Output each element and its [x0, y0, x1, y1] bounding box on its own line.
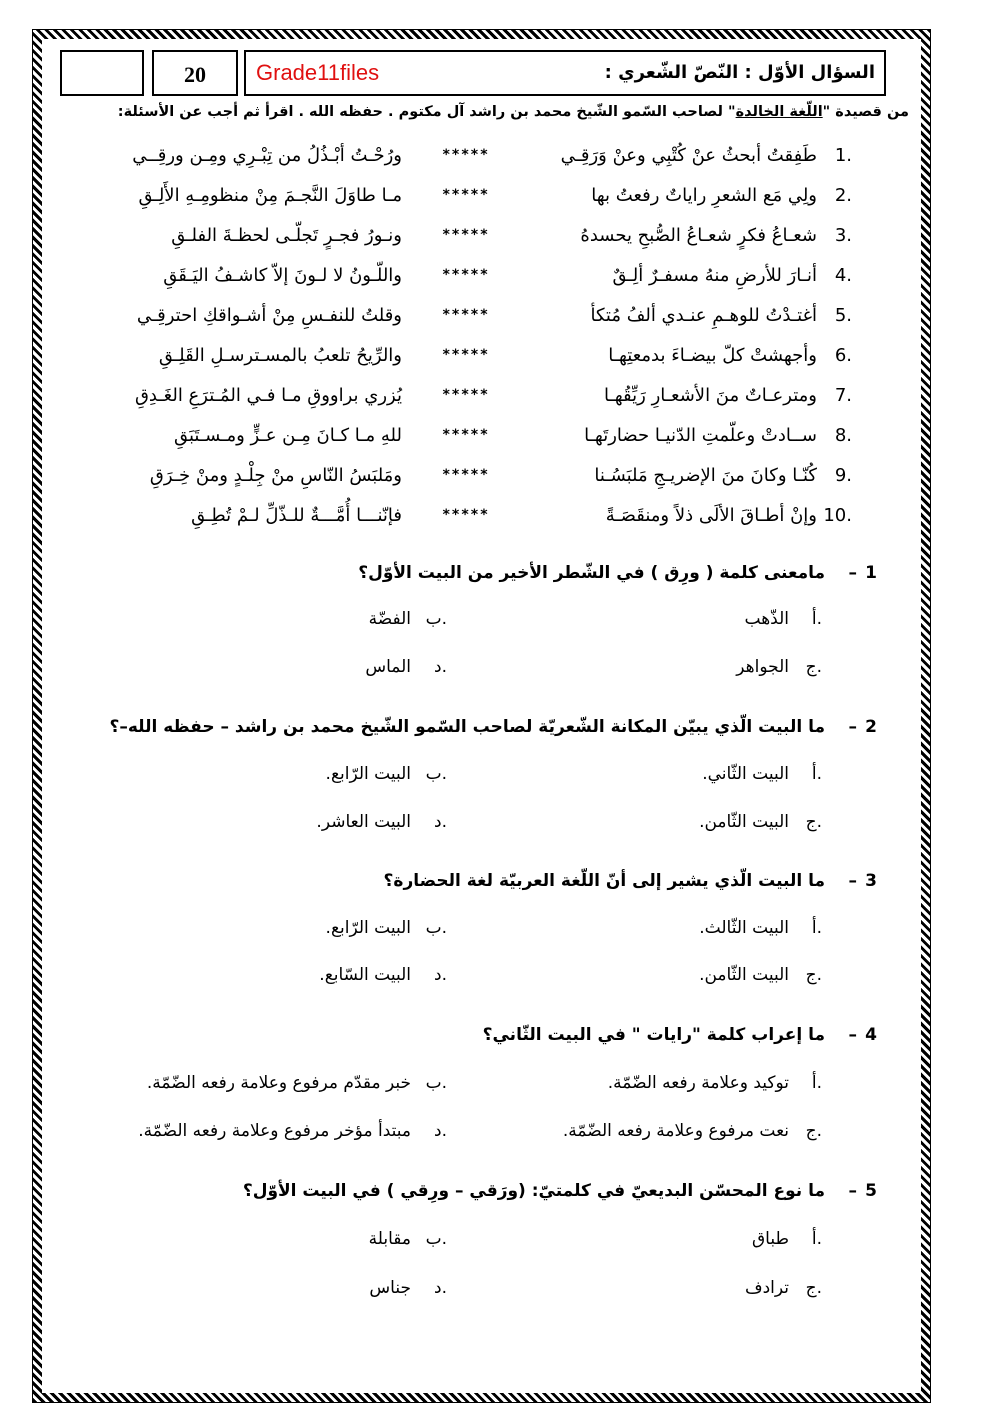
option-c[interactable]: البيت الثّامن. [699, 965, 789, 985]
option-letter: ج. [805, 812, 822, 832]
option-letter: ج. [805, 1278, 822, 1298]
intro-pre: من قصيدة " [822, 104, 909, 120]
option-a[interactable]: طباق [751, 1229, 789, 1249]
question-dash: – [848, 871, 857, 891]
option-letter: ج. [805, 1121, 822, 1141]
question-text: مامعنى كلمة ( ورِق ) في الشّطر الأخير من البيت الأوّل؟ [358, 563, 825, 583]
verse-right: أغتـدْتُ للوهـمِ عنـدي ألفُ مُتكأ [590, 305, 817, 326]
verse-left: يُزري براووقِ مـا فـي المُـترَعِ الغَـدِقِ [134, 385, 402, 406]
option-letter: أ. [811, 609, 822, 629]
option-b[interactable]: البيت الرّابع. [325, 764, 411, 784]
option-a[interactable]: الذّهب [744, 609, 789, 629]
option-letter: ب. [425, 918, 447, 938]
option-d[interactable]: مبتدأ مؤخر مرفوع وعلامة رفعه الضّمّة. [138, 1121, 411, 1141]
verse-right: ومترعـاتٌ منَ الأشعـارِ رَيِّقُهـا [604, 385, 817, 406]
question-number: 2 [865, 717, 877, 737]
verse-separator: ***** [442, 467, 490, 483]
option-c[interactable]: البيت الثّامن. [699, 812, 789, 832]
verse-separator: ***** [442, 267, 490, 283]
verse-left: مـا طاوَلَ النَّجـمَ مِنْ منظومِـهِ الأَلِـقِ [138, 185, 402, 206]
poem-title: اللّغة الخالدة [735, 104, 823, 120]
option-letter: ب. [425, 764, 447, 784]
verse-separator: ***** [442, 187, 490, 203]
verse-left: والرِّيحُ تلعبُ بالمسـترسـلِ القَلِـقِ [158, 345, 402, 366]
section-title: السؤال الأوّل : النّصّ الشّعري : [604, 62, 875, 83]
verse-right: طَفِقتُ أبحثُ عنْ كُتْبِي وعنْ وَرَقِـي [560, 145, 817, 166]
option-d[interactable]: البيت السّابع. [319, 965, 411, 985]
verse-left: للهِ مـا كـانَ مِـن عـزٍّ ومـسـتَبَقِ [173, 425, 402, 446]
option-letter: أ. [811, 918, 822, 938]
intro-line [118, 104, 909, 120]
verse-number: 3. [834, 225, 852, 246]
verse-right: وإنْ أطـاقَ الألَى ذلاً ومنقَصَـةً [605, 505, 817, 526]
question-dash: – [848, 563, 857, 583]
verse-separator: ***** [442, 227, 490, 243]
question-number: 3 [865, 871, 877, 891]
question-number: 4 [865, 1025, 877, 1045]
verse-number: 2. [834, 185, 852, 206]
verse-separator: ***** [442, 427, 490, 443]
verse-number: 7. [834, 385, 852, 406]
option-b[interactable]: مقابلة [368, 1229, 411, 1249]
verse-right: ســادتْ وعلّمتِ الدّنيـا حضارتَهـا [584, 425, 817, 446]
question-text: ما نوع المحسّن البديعيّ في كلمتيّ: (ورَقي – ورِقي ) في البيت الأوّل؟ [242, 1181, 825, 1201]
option-a[interactable]: البيت الثّاني. [702, 764, 789, 784]
question-number: 1 [865, 563, 877, 583]
option-c[interactable]: الجواهر [736, 657, 789, 677]
option-a[interactable]: البيت الثّالث. [699, 918, 789, 938]
score-value: 20 [184, 62, 206, 87]
option-letter: د. [434, 965, 447, 985]
option-b[interactable]: البيت الرّابع. [325, 918, 411, 938]
verse-right: وأجهشتْ كلّ بيضـاءَ بدمعتِهـا [608, 345, 817, 366]
option-letter: ب. [425, 1073, 447, 1093]
verse-left: ونـورُ فجـرٍ تَجلّـى لحظـةَ الفلـقِ [171, 225, 402, 246]
option-c[interactable]: نعت مرفوع وعلامة رفعه الضّمّة. [562, 1121, 789, 1141]
question-dash: – [848, 1025, 857, 1045]
verse-right: كُنّـا وكانَ منَ الإضريـجِ مَلبَسُـنا [594, 465, 817, 486]
option-letter: د. [434, 1278, 447, 1298]
verse-left: ومَلبَسُ النّاسِ منْ جِلْـدٍ ومنْ خِـرَقِ [149, 465, 402, 486]
question-text: ما إعراب كلمة "رايات " في البيت الثّاني؟ [482, 1025, 825, 1045]
option-letter: أ. [811, 1229, 822, 1249]
option-letter: ج. [805, 965, 822, 985]
verse-separator: ***** [442, 387, 490, 403]
verse-separator: ***** [442, 307, 490, 323]
verse-number: 10. [823, 505, 852, 526]
option-d[interactable]: البيت العاشر. [316, 812, 411, 832]
verse-right: أنـارَ للأرضِ منهُ مسفـرٌ ألِـقٌ [612, 265, 817, 286]
verse-right: شعـاعُ فكرٍ شعـاعُ الصُّبحِ يحسدهُ [580, 225, 817, 246]
option-letter: ج. [805, 657, 822, 677]
question-dash: – [848, 1181, 857, 1201]
verse-separator: ***** [442, 507, 490, 523]
verse-number: 8. [834, 425, 852, 446]
intro-post: " لصاحب السّمو الشّيخ محمد بن راشد آل مكتوم . حفظه الله . اقرأ ثم أجب عن الأسئلة: [117, 104, 736, 120]
verse-number: 6. [834, 345, 852, 366]
verse-left: واللّـونُ لا لـونَ إلاّ كاشـفُ اليَـقَقِ [163, 265, 402, 286]
verse-number: 5. [834, 305, 852, 326]
option-a[interactable]: توكيد وعلامة رفعه الضّمّة. [607, 1073, 789, 1093]
verse-number: 1. [834, 145, 852, 166]
option-letter: د. [434, 657, 447, 677]
question-number: 5 [865, 1181, 877, 1201]
verse-number: 4. [834, 265, 852, 286]
option-letter: ب. [425, 1229, 447, 1249]
option-b[interactable]: خبر مقدّم مرفوع وعلامة رفعه الضّمّة. [146, 1073, 411, 1093]
verse-left: فإنّنـــا أُمَّـــةٌ للـذّلِّ لـمْ تُطِـقِ [191, 505, 402, 526]
option-b[interactable]: الفضّة [368, 609, 411, 629]
verse-left: ورُحْـتُ أبْـذُلُ من تِبْـرِي ومِـن ورقِــي [132, 145, 402, 166]
verse-separator: ***** [442, 147, 490, 163]
option-letter: د. [434, 1121, 447, 1141]
option-letter: أ. [811, 1073, 822, 1093]
option-letter: ب. [425, 609, 447, 629]
blank-box [60, 50, 144, 96]
option-d[interactable]: جناس [369, 1278, 411, 1298]
verse-separator: ***** [442, 347, 490, 363]
question-dash: – [848, 717, 857, 737]
question-text: ما البيت الّذي يشير إلى أنّ اللّغة العربيّة لغة الحضارة؟ [383, 871, 825, 891]
option-letter: أ. [811, 764, 822, 784]
verse-right: ولِي مَع الشعرِ راياتٌ رفعتُ بها [591, 185, 817, 206]
option-d[interactable]: الماس [365, 657, 411, 677]
question-text: ما البيت الّذي يبيّن المكانة الشّعريّة لصاحب السّمو الشّيخ محمد بن راشد – حفظه الله–؟ [109, 717, 825, 737]
option-letter: د. [434, 812, 447, 832]
verse-left: وقلتُ للنفـسِ مِنْ أشـواقكِ احترقِـي [136, 305, 402, 326]
brand-label: Grade11files [256, 60, 380, 85]
verse-number: 9. [834, 465, 852, 486]
option-c[interactable]: ترادف [744, 1278, 789, 1298]
